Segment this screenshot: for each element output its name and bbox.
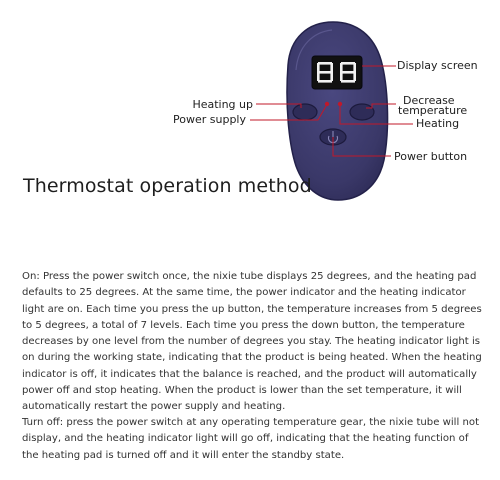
label-power-button: Power button xyxy=(394,150,468,163)
page-title: Thermostat operation method xyxy=(23,175,312,197)
heating-indicator-led xyxy=(338,102,342,106)
power-indicator-led xyxy=(325,102,329,106)
instruction-on-paragraph: On: Press the power switch once, the nixie tube displays 25 degrees, and the heating pad defaults to 25 degrees. At the same time, the power indicator and the heating indicator light are on. Each time you press the up button, the temperature increases from 5 degrees to 5 degrees, a total of 7 levels. Each time you press the down button, the temperature decreases by one level from the number of degrees you stay. The heating indicator light is on during the working state, indicating that the product is being heated. When the heating indicator is off, it indicates that the balance is reached, and the product will automatically power off and stop heating. When the product is lower than the set temperature, it will automatically restart the power supply and heating. xyxy=(22,271,482,413)
label-decrease: Decrease xyxy=(403,94,455,107)
thermostat-remote xyxy=(287,22,388,200)
decrease-temperature-button[interactable] xyxy=(350,104,374,120)
label-power-supply: Power supply xyxy=(173,113,246,126)
label-heating: Heating xyxy=(416,117,460,130)
label-temperature: temperature xyxy=(398,104,468,117)
label-display-screen: Display screen xyxy=(397,59,478,72)
heating-up-button[interactable] xyxy=(293,104,317,120)
instruction-off-paragraph: Turn off: press the power switch at any operating temperature gear, the nixie tube will not display, and the heating indicator light will go off, indicating that the heating function of the heating pad is turned off and it will enter the standby state. xyxy=(22,417,480,461)
label-heating-up: Heating up xyxy=(192,98,253,111)
